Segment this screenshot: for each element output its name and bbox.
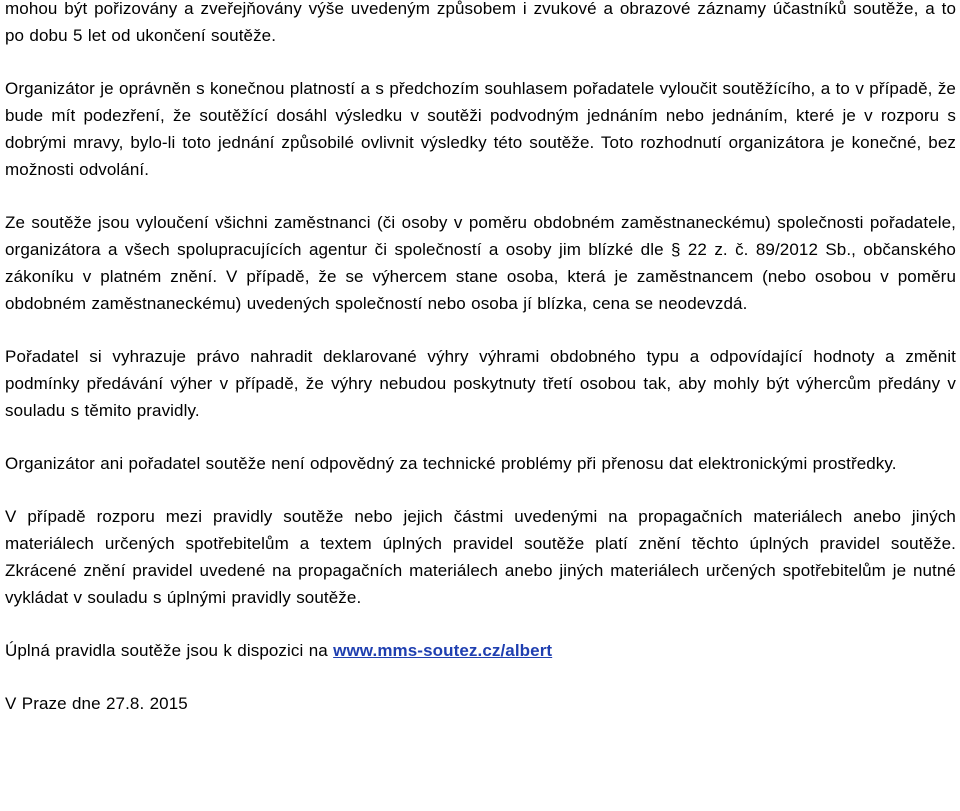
full-rules-text: Úplná pravidla soutěže jsou k dispozici na	[5, 641, 334, 660]
rules-website-link[interactable]: www.mms-soutez.cz/albert	[333, 641, 553, 660]
paragraph-date-place: V Praze dne 27.8. 2015	[5, 694, 188, 713]
paragraph-recordings: mohou být pořizovány a zveřejňovány výše uvedeným způsobem i zvukové a obrazové záznamy účastníků soutěže, a to po dobu 5 let od ukončení soutěže.	[5, 0, 956, 45]
paragraph-rules-conflict: V případě rozporu mezi pravidly soutěže nebo jejich částmi uvedenými na propagačních materiálech anebo jiných materiálech určených spotřebitelům a textem úplných pravidel soutěže platí znění těchto úplných pravidel soutěže. Zkrácené znění pravidel uvedené na propagačních materiálech anebo jiných materiálech určených spotřebitelům je nutné vykládat v souladu s úplnými pravidly soutěže.	[5, 507, 956, 607]
paragraph-technical-problems: Organizátor ani pořadatel soutěže není odpovědný za technické problémy při přenosu dat elektronickými prostředky.	[5, 454, 897, 473]
paragraph-exclusion-right: Organizátor je oprávněn s konečnou platností a s předchozím souhlasem pořadatele vyloučit soutěžícího, a to v případě, že bude mít podezření, že soutěžící dosáhl výsledku v soutěži podvodným jednáním nebo jednáním, které je v rozporu s dobrými mravy, bylo-li toto jednání způsobilé ovlivnit výsledky této soutěže. Toto rozhodnutí organizátora je konečné, bez možnosti odvolání.	[5, 79, 956, 179]
paragraph-prize-replacement: Pořadatel si vyhrazuje právo nahradit deklarované výhry výhrami obdobného typu a odpovídající hodnoty a změnit podmínky předávání výher v případě, že výhry nebudou poskytnuty třetí osobou tak, aby mohly být výhercům předány v souladu s těmito pravidly.	[5, 347, 956, 420]
document-page	[5, 0, 956, 743]
paragraph-excluded-persons: Ze soutěže jsou vyloučení všichni zaměstnanci (či osoby v poměru obdobném zaměstnaneckému) společnosti pořadatele, organizátora a všech spolupracujících agentur či společností a osoby jim blízké dle § 22 z. č. 89/2012 Sb., občanského zákoníku v platném znění. V případě, že se výhercem stane osoba, která je zaměstnancem (nebo osobou v poměru obdobném zaměstnaneckému) uvedených společností nebo osoba jí blízka, cena se neodevzdá.	[5, 213, 956, 313]
paragraph-full-rules	[5, 637, 956, 664]
